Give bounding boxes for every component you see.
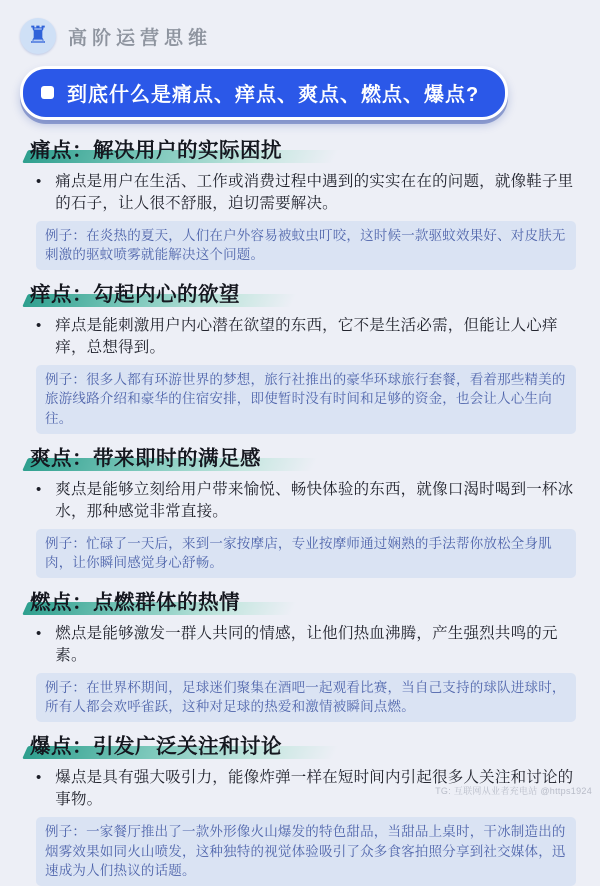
section-body-text: 痛点是用户在生活、工作或消费过程中遇到的实实在在的问题，就像鞋子里的石子，让人很不舒服，迫切需要解决。: [55, 173, 574, 212]
section-body-text: 燃点是能够激发一群人共同的情感，让他们热血沸腾，产生强烈共鸣的元素。: [55, 625, 558, 665]
example-box: 例子：一家餐厅推出了一款外形像火山爆发的特色甜品，当甜品上桌时，干冰制造出的烟雾效果如同火山喷发，这种独特的视觉体验吸引了众多食客拍照分享到社交媒体，迅速成为人们热议的话题。: [36, 817, 576, 885]
section-ignition-point: [30, 585, 576, 722]
section-body-text: 爆点是具有强大吸引力，能像炸弹一样在短时间内引起很多人关注和讨论的事物。: [55, 769, 574, 809]
bullet-icon: •: [36, 317, 42, 335]
section-delight-point: [30, 441, 576, 578]
banner-title: 到底什么是痛点、痒点、爽点、燃点、爆点?: [67, 84, 480, 106]
section-body-text: 爽点是能够立刻给用户带来愉悦、畅快体验的东西，就像口渴时喝到一杯冰水，那种感觉非常直接。: [55, 480, 574, 520]
bullet-icon: •: [36, 769, 42, 787]
example-box: 例子：很多人都有环游世界的梦想，旅行社推出的豪华环球旅行套餐，看着那些精美的旅游线路介绍和豪华的住宿安排，即使暂时没有时间和足够的资金，也会让人心生向往。: [36, 365, 576, 433]
example-box: 例子：在世界杯期间，足球迷们聚集在酒吧一起观看比赛，当自己支持的球队进球时，所有人都会欢呼雀跃，这种对足球的热爱和激情被瞬间点燃。: [36, 673, 576, 722]
title-banner: [20, 66, 508, 120]
section-heading: [30, 277, 576, 307]
section-heading: [30, 441, 576, 471]
section-body-text: 痒点是能刺激用户内心潜在欲望的东西，它不是生活必需，但能让人心痒痒，总想得到。: [55, 317, 558, 357]
bullet-icon: •: [36, 173, 42, 190]
section-explosion-point: [30, 729, 576, 885]
section-body-row: [36, 171, 576, 215]
bullet-icon: •: [36, 480, 42, 498]
section-body-row: [36, 623, 576, 667]
highlighted-heading-text: 痛点：解决用户的实际困扰: [30, 133, 288, 163]
brand-logo: [20, 18, 56, 54]
section-body-row: [36, 479, 576, 523]
example-box: 例子：忙碌了一天后，来到一家按摩店，专业按摩师通过娴熟的手法帮你放松全身肌肉，让你瞬间感觉身心舒畅。: [36, 529, 576, 578]
highlighted-heading-text: 爽点：带来即时的满足感: [30, 441, 267, 471]
square-bullet-icon: [41, 86, 54, 99]
section-heading: [30, 133, 576, 163]
header: [0, 14, 600, 62]
brand-title: 高阶运营思维: [68, 27, 213, 49]
section-body-row: [36, 315, 576, 359]
watermark: TG: 互联网从业者充电站 @https1924: [435, 786, 592, 796]
section-heading: [30, 585, 576, 615]
chess-rook-icon: ♜: [27, 22, 49, 49]
example-box: 例子：在炎热的夏天，人们在户外容易被蚊虫叮咬，这时候一款驱蚊效果好、对皮肤无刺激的驱蚊喷雾就能解决这个问题。: [36, 221, 576, 270]
section-heading: [30, 729, 576, 759]
section-pain-point: [30, 133, 576, 270]
bullet-icon: •: [36, 625, 42, 643]
highlighted-heading-text: 痒点：勾起内心的欲望: [30, 277, 246, 307]
section-itch-point: [30, 277, 576, 433]
highlighted-heading-text: 燃点：点燃群体的热情: [30, 585, 246, 615]
highlighted-heading-text: 爆点：引发广泛关注和讨论: [30, 729, 288, 759]
